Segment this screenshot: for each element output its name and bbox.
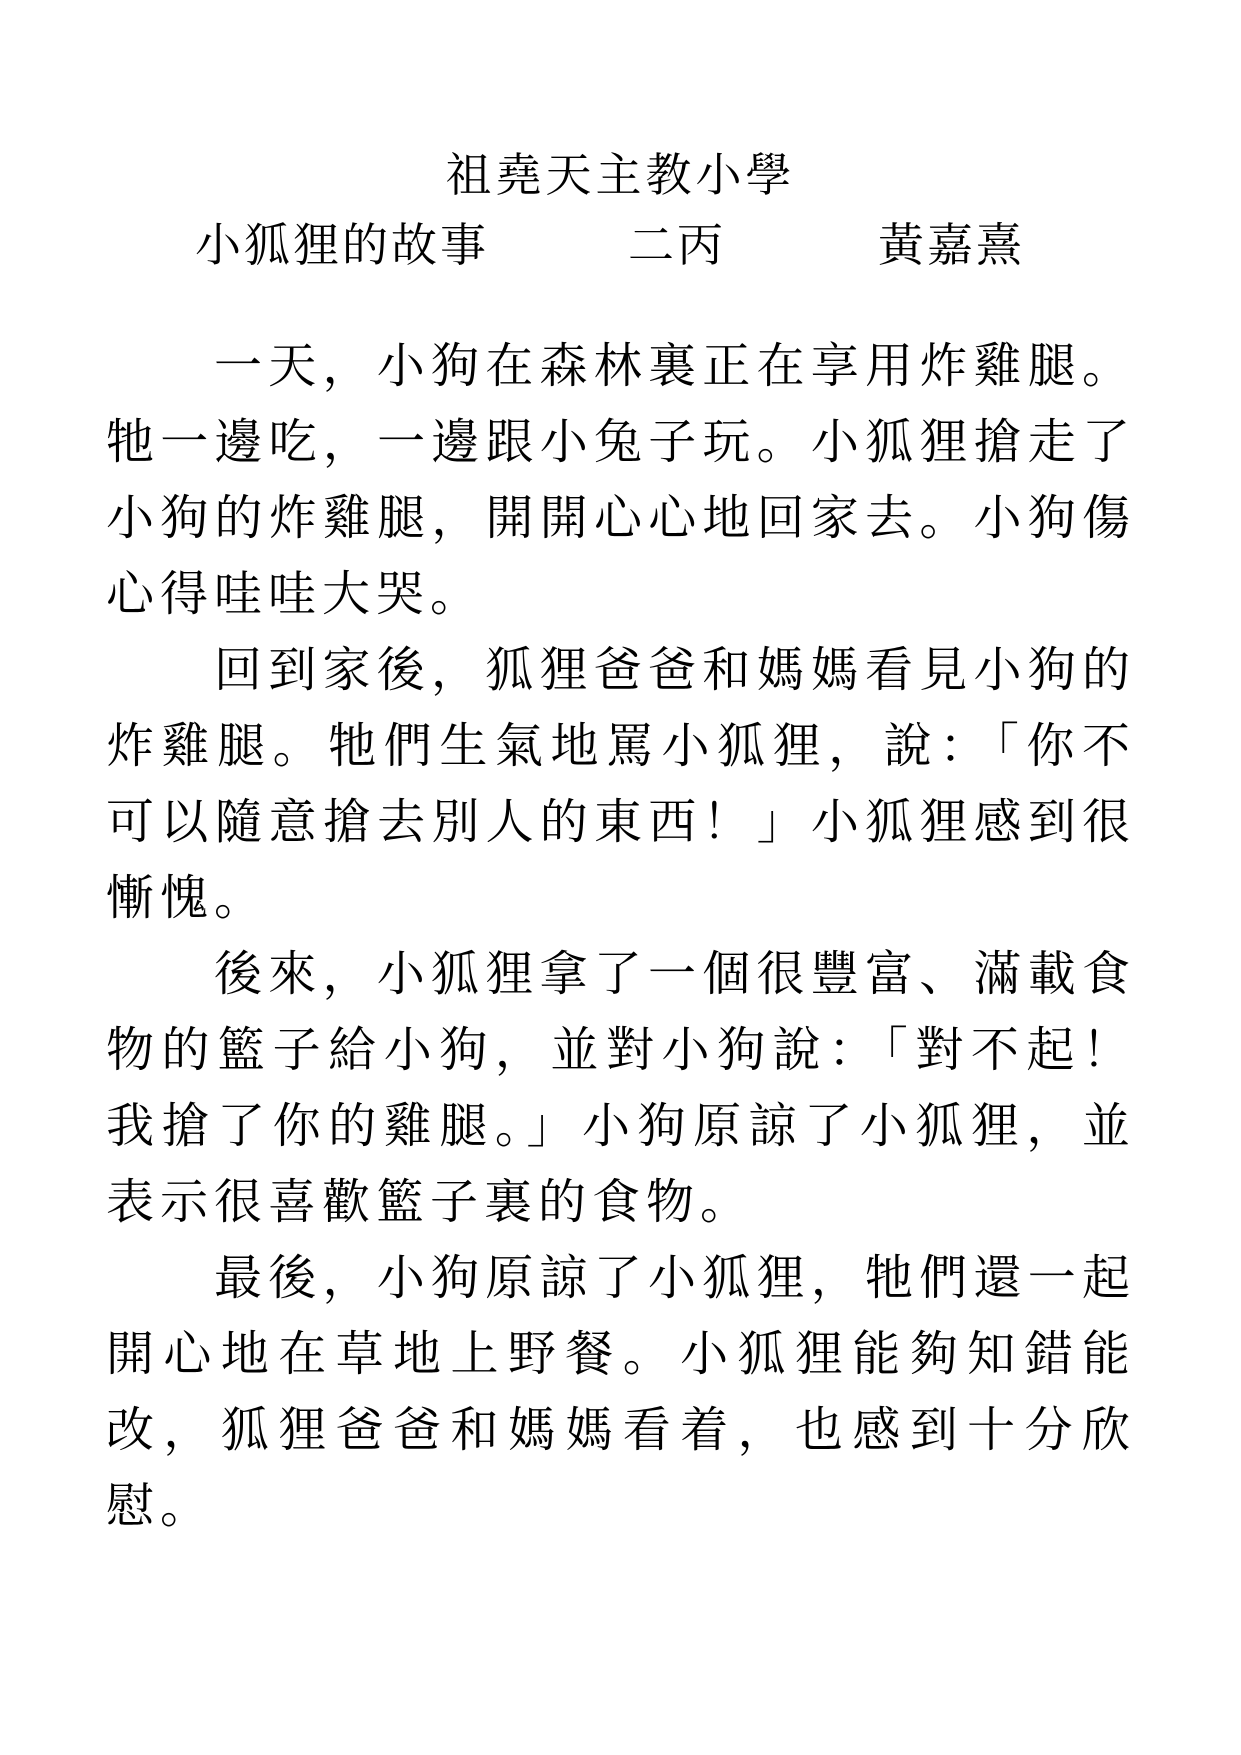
- story-title: 小狐狸的故事: [195, 218, 489, 272]
- paragraph-2: 回到家後，狐狸爸爸和媽媽看見小狗的炸雞腿。牠們生氣地罵小狐狸，說：「你不可以隨意搶去別人的東西！」小狐狸感到很慚愧。: [106, 642, 1136, 926]
- story-body: [106, 328, 1136, 1544]
- class-name: 二丙: [628, 218, 726, 272]
- paragraph-3: 後來，小狐狸拿了一個很豐富、滿載食物的籃子給小狗，並對小狗說：「對不起！我搶了你的雞腿。」小狗原諒了小狐狸，並表示很喜歡籃子裏的食物。: [106, 946, 1136, 1230]
- author-name: 黃嘉熹: [878, 218, 1025, 272]
- paragraph-4: 最後，小狗原諒了小狐狸，牠們還一起開心地在草地上野餐。小狐狸能夠知錯能改，狐狸爸爸和媽媽看着，也感到十分欣慰。: [106, 1250, 1136, 1534]
- school-name: 祖堯天主教小學: [445, 148, 796, 202]
- paragraph-1: 一天，小狗在森林裏正在享用炸雞腿。牠一邊吃，一邊跟小兔子玩。小狐狸搶走了小狗的炸雞腿，開開心心地回家去。小狗傷心得哇哇大哭。: [106, 338, 1136, 622]
- story-heading: [0, 215, 1241, 275]
